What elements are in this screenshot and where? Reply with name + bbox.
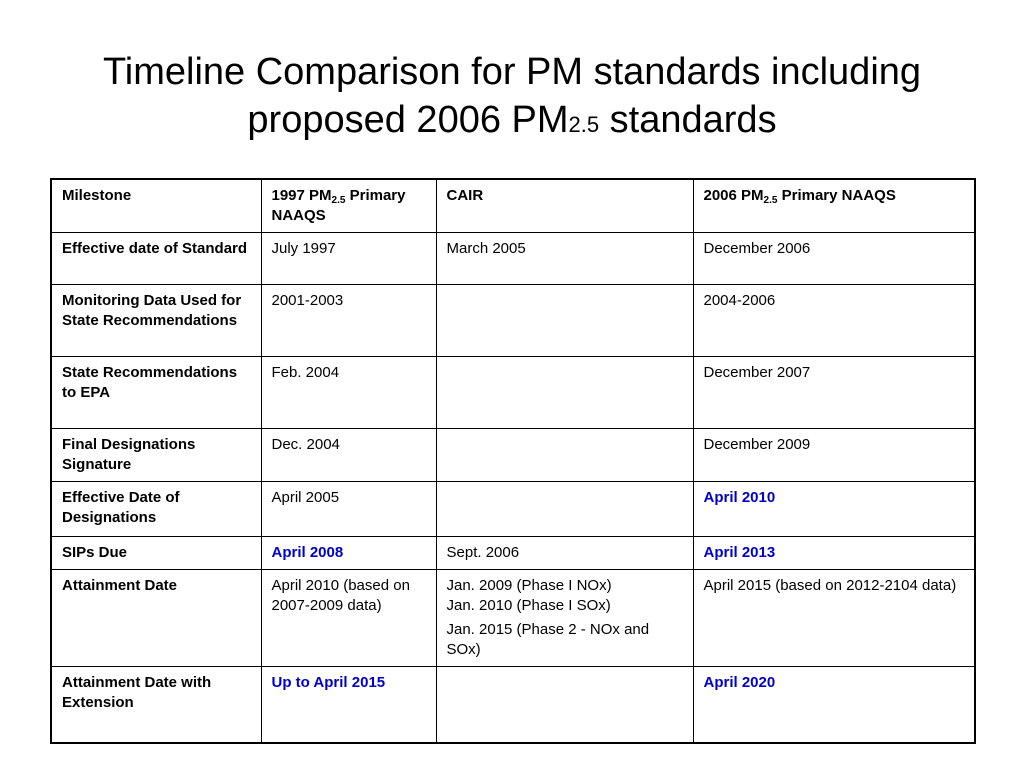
row-label: Effective Date of Designations — [51, 482, 261, 537]
cell-2006: April 2010 — [693, 482, 975, 537]
cell-2006: April 2013 — [693, 537, 975, 570]
cell-cair — [436, 429, 693, 482]
cell-cair: Jan. 2009 (Phase I NOx) Jan. 2010 (Phase I SOx) Jan. 2015 (Phase 2 - NOx and SOx) — [436, 570, 693, 667]
row-label: Attainment Date with Extension — [51, 667, 261, 743]
table-row — [51, 285, 975, 357]
cell-2006: December 2009 — [693, 429, 975, 482]
cell-1997: Feb. 2004 — [261, 357, 436, 429]
table-row — [51, 429, 975, 482]
cell-2006: 2004-2006 — [693, 285, 975, 357]
slide-title — [0, 48, 1024, 149]
cell-1997: Up to April 2015 — [261, 667, 436, 743]
cell-1997: 2001-2003 — [261, 285, 436, 357]
table-row — [51, 537, 975, 570]
cell-2006: April 2020 — [693, 667, 975, 743]
cell-cair: March 2005 — [436, 233, 693, 285]
header-2006-pm25: 2006 $PM_{2.5}$ Primary NAAQS — [693, 179, 975, 233]
cell-cair — [436, 285, 693, 357]
timeline-table — [50, 178, 976, 744]
cell-1997: April 2008 — [261, 537, 436, 570]
table-row — [51, 570, 975, 667]
row-label: Effective date of Standard — [51, 233, 261, 285]
header-1997-pm25: 1997 $PM_{2.5}$ Primary NAAQS — [261, 179, 436, 233]
table-row — [51, 233, 975, 285]
row-label: Attainment Date — [51, 570, 261, 667]
cell-2006: December 2006 — [693, 233, 975, 285]
cell-2006: December 2007 — [693, 357, 975, 429]
table-row — [51, 667, 975, 743]
title-line-1: Timeline Comparison for PM standards including — [102, 51, 922, 93]
table-row — [51, 357, 975, 429]
cell-cair: Sept. 2006 — [436, 537, 693, 570]
cell-2006: April 2015 (based on 2012-2104 data) — [693, 570, 975, 667]
cell-cair — [436, 667, 693, 743]
cell-1997: April 2005 — [261, 482, 436, 537]
cell-1997: April 2010 (based on 2007-2009 data) — [261, 570, 436, 667]
row-label: Final Designations Signature — [51, 429, 261, 482]
row-label: SIPs Due — [51, 537, 261, 570]
header-milestone: Milestone — [51, 179, 261, 233]
cell-cair — [436, 357, 693, 429]
cell-1997: Dec. 2004 — [261, 429, 436, 482]
cell-1997: July 1997 — [261, 233, 436, 285]
title-line-2: proposed 2006 PM2.5 standards — [247, 99, 777, 141]
table-row — [51, 482, 975, 537]
cell-cair — [436, 482, 693, 537]
row-label: State Recommendations to EPA — [51, 357, 261, 429]
table-header-row — [51, 179, 975, 233]
header-cair: CAIR — [436, 179, 693, 233]
row-label: Monitoring Data Used for State Recommendations — [51, 285, 261, 357]
